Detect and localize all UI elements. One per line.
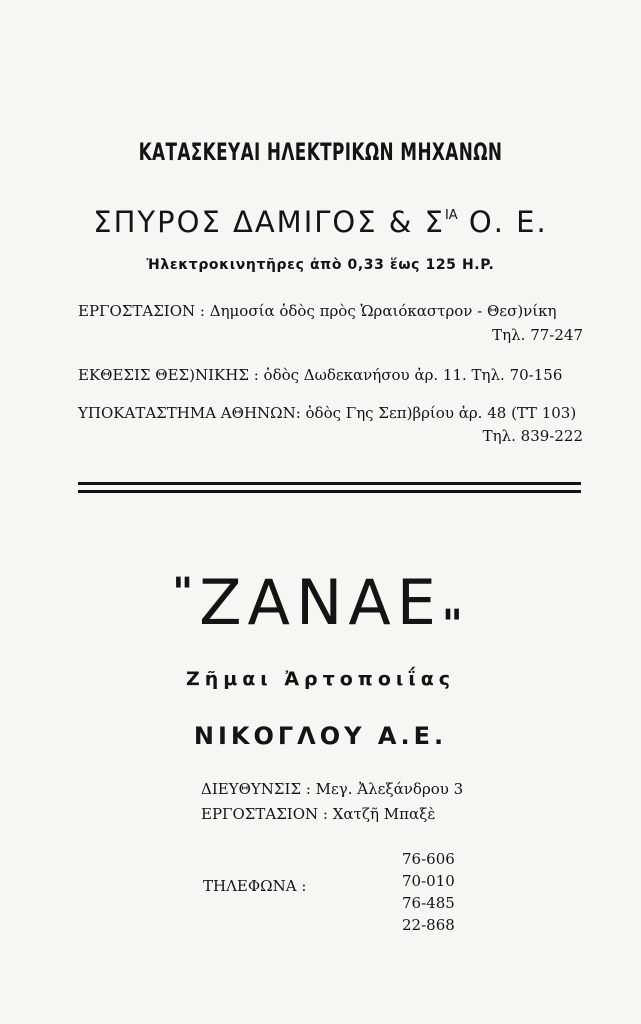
- brand-subtitle: Ζῆμαι Ἀρτοποιΐας: [185, 668, 456, 690]
- advert-company: ΝΙΚΟΓΛΟΥ Α.Ε.: [193, 722, 448, 750]
- divider-line-bottom: [78, 490, 581, 493]
- brand-text: ΖΑΝΑΕ: [199, 566, 442, 639]
- management-address: ΔΙΕΥΘΥΝΣΙΣ : Μεγ. Ἀλεξάνδρου 3: [201, 780, 464, 798]
- company-name: [0, 205, 641, 239]
- brand-name: [0, 566, 641, 648]
- company-name-main: ΣΠΥΡΟΣ ΔΑΜΙΓΟΣ & Σ: [93, 205, 445, 239]
- phone-list: [402, 848, 455, 936]
- factory-address: ΕΡΓΟΣΤΑΣΙΟΝ : Δημοσία ὁδὸς πρὸς Ὡραιόκαστρον - Θεσ)νίκη: [78, 302, 557, 320]
- phones-label: ΤΗΛΕΦΩΝΑ :: [203, 877, 307, 895]
- brand-open-quote: ": [172, 570, 200, 616]
- phone-number: 76-606: [402, 850, 455, 868]
- exhibition-address: ΕΚΘΕΣΙΣ ΘΕΣ)ΝΙΚΗΣ : ὁδὸς Δωδεκανήσου ἀρ. 11. Τηλ. 70-156: [78, 366, 563, 384]
- phone-number: 70-010: [402, 872, 455, 890]
- brand-close-quote: ": [441, 602, 469, 648]
- company-name-end: Ο. Ε.: [457, 205, 548, 239]
- motors-line: Ἠλεκτροκινητῆρες ἀπὸ 0,33 ἕως 125 H.P.: [146, 257, 495, 273]
- phone-number: 76-485: [402, 894, 455, 912]
- divider-line-top: [78, 482, 581, 485]
- phone-number: 22-868: [402, 916, 455, 934]
- factory-phone: Τηλ. 77-247: [492, 326, 583, 344]
- advert-factory-address: ΕΡΓΟΣΤΑΣΙΟΝ : Χατζῆ Μπαξὲ: [201, 805, 436, 823]
- branch-address: ΥΠΟΚΑΤΑΣΤΗΜΑ ΑΘΗΝΩΝ: ὁδὸς Γης Σεπ)βρίου ἀρ. 48 (ΤΤ 103): [78, 404, 577, 422]
- company-name-sup: ΙΑ: [444, 208, 458, 223]
- headline: ΚΑΤΑΣΚΕΥΑΙ ΗΛΕΚΤΡΙΚΩΝ ΜΗΧΑΝΩΝ: [138, 138, 503, 166]
- branch-phone: Τηλ. 839-222: [482, 427, 583, 445]
